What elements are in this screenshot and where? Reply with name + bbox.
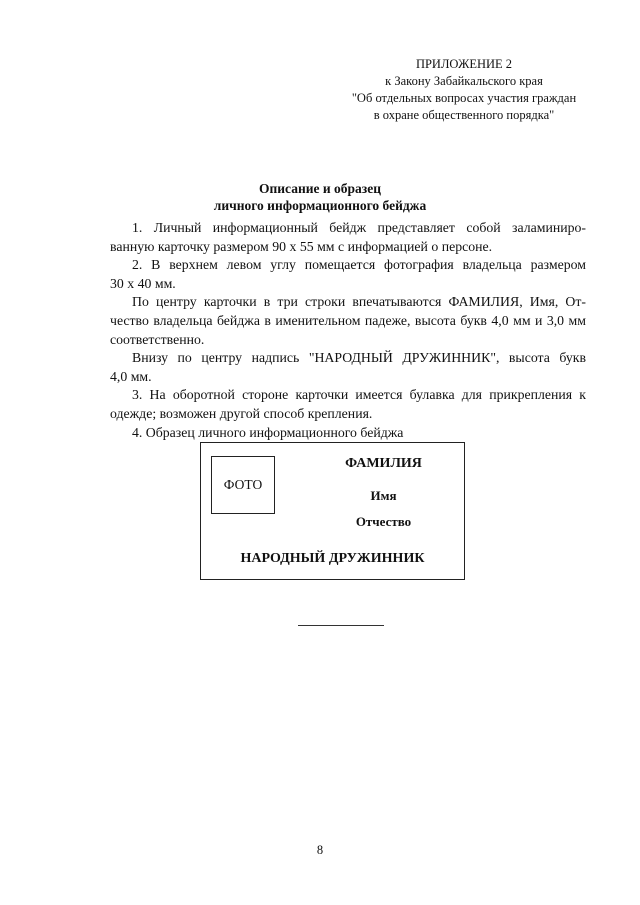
- title-line-2: личного информационного бейджа: [213, 198, 427, 213]
- title-line-1: Описание и образец: [259, 181, 381, 196]
- body-line-5: По центру карточки в три строки впечатываются ФАМИЛИЯ, Имя, От-: [132, 294, 586, 310]
- badge-name: Имя: [370, 488, 397, 503]
- body-line-10: 3. На оборотной стороне карточки имеется булавка для прикрепления к: [132, 387, 586, 403]
- badge-bottom-label: НАРОДНЫЙ ДРУЖИННИК: [240, 551, 425, 566]
- body-line-12: 4. Образец личного информационного бейджа: [132, 424, 404, 440]
- document-title: [0, 180, 640, 214]
- body-line-4: 30 х 40 мм.: [110, 275, 176, 291]
- badge-patronymic: Отчество: [355, 514, 412, 529]
- body-line-3: 2. В верхнем левом углу помещается фотография владельца размером: [132, 257, 586, 273]
- badge-sample: [200, 442, 465, 580]
- body-line-8: Внизу по центру надпись "НАРОДНЫЙ ДРУЖИННИК", высота букв: [132, 350, 586, 366]
- body-line-9: 4,0 мм.: [110, 368, 152, 384]
- appendix-line-1: ПРИЛОЖЕНИЕ 2: [415, 57, 513, 71]
- badge-surname: ФАМИЛИЯ: [345, 456, 422, 471]
- body-line-7: соответственно.: [110, 331, 205, 347]
- body-line-11: одежде; возможен другой способ крепления.: [110, 405, 373, 421]
- body-line-1: 1. Личный информационный бейдж представляет собой заламиниро-: [132, 220, 586, 235]
- body-line-2: ванную карточку размером 90 х 55 мм с информацией о персоне.: [110, 238, 493, 254]
- body-line-6: чество владельца бейджа в именительном падеже, высота букв 4,0 мм и 3,0 мм: [110, 312, 586, 328]
- appendix-line-2: к Закону Забайкальского края: [385, 74, 543, 88]
- divider-line: [298, 625, 384, 626]
- appendix-line-3: "Об отдельных вопросах участия граждан: [351, 91, 577, 105]
- page-number: 8: [316, 843, 324, 857]
- body-text: [110, 219, 586, 442]
- photo-label: ФОТО: [223, 477, 263, 492]
- photo-placeholder: [211, 456, 275, 514]
- appendix-header: [330, 56, 598, 124]
- appendix-line-4: в охране общественного порядка": [373, 108, 555, 122]
